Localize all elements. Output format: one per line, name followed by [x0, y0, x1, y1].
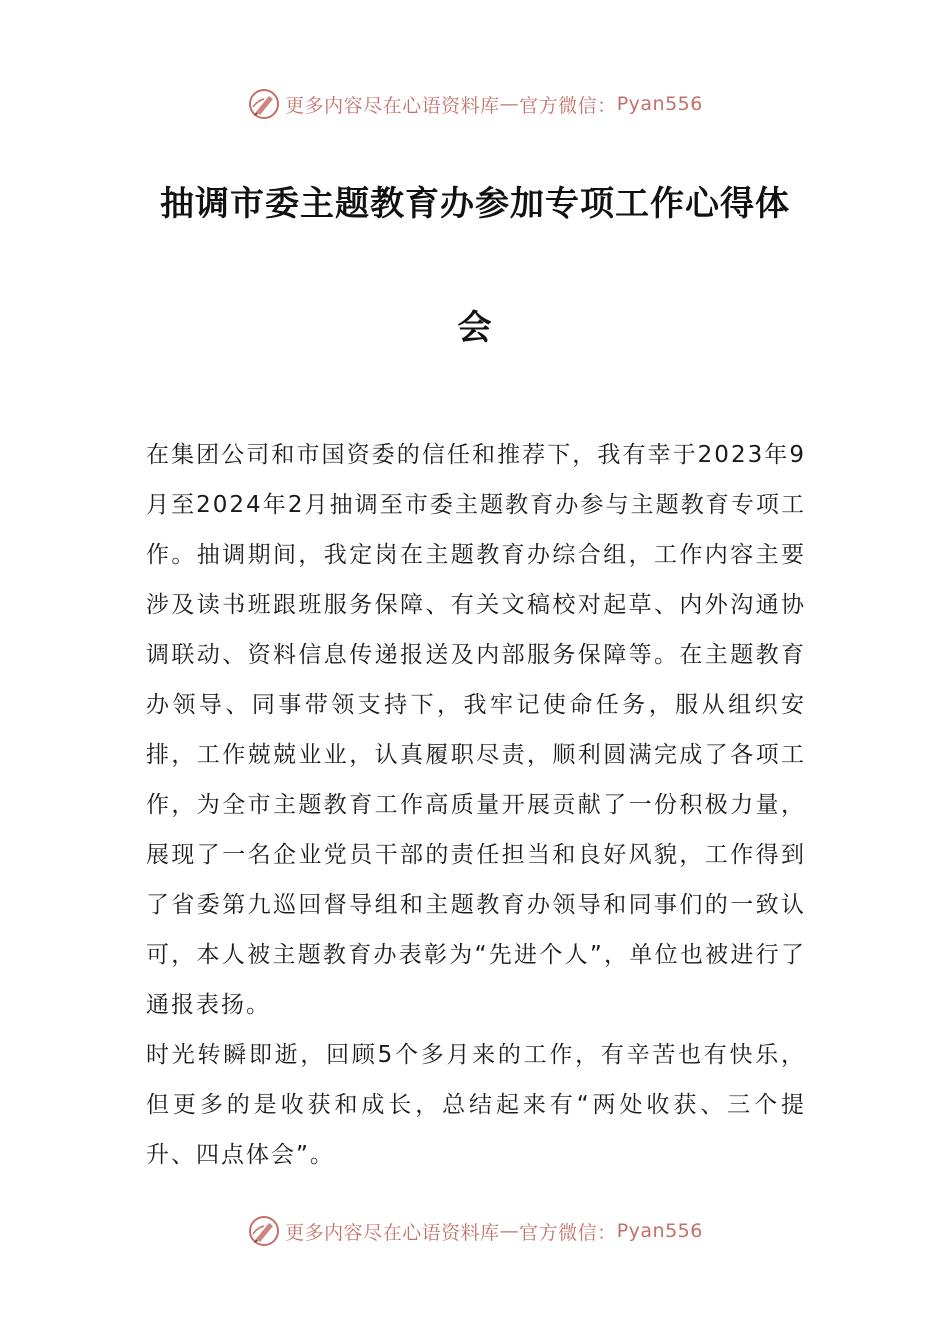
watermark-dash: —: [499, 1220, 520, 1242]
watermark-dash: —: [499, 93, 520, 115]
body-paragraph-1: 在集团公司和市国资委的信任和推荐下，我有幸于2023年9月至2024年2月抽调至市委主题教育办参与主题教育专项工作。抽调期间，我定岗在主题教育办综合组，工作内容主要涉及读书班跟班服务保障、有关文稿校对起草、内外沟通协调联动、资料信息传递报送及内部服务保障等。在主题教育办领导、同事带领支持下，我牢记使命任务，服从组织安排，工作兢兢业业，认真履职尽责，顺利圆满完成了各项工作，为全市主题教育工作高质量开展贡献了一份积极力量，展现了一名企业党员干部的责任担当和良好风貌，工作得到了省委第九巡回督导组和主题教育办领导和同事们的一致认可，本人被主题教育办表彰为“先进个人”，单位也被进行了通报表扬。: [146, 442, 806, 1018]
watermark-footer: [0, 1211, 950, 1251]
body-paragraph-2: 时光转瞬即逝，回顾5个多月来的工作，有辛苦也有快乐，但更多的是收获和成长，总结起来有“两处收获、三个提升、四点体会”。: [146, 1042, 806, 1168]
watermark-label: 官方微信：: [519, 1221, 617, 1244]
document-title-line-1: 抽调市委主题教育办参加专项工作心得体: [160, 184, 790, 224]
watermark-main-text: 更多内容尽在心语资料库: [285, 94, 500, 117]
document-body: [146, 430, 806, 1180]
pen-nib-logo-icon: [247, 1214, 281, 1248]
watermark-main-text: 更多内容尽在心语资料库: [285, 1221, 500, 1244]
pen-nib-logo-icon: [247, 87, 281, 121]
watermark-wechat-id: Pyan556: [616, 1220, 703, 1242]
watermark-label: 官方微信：: [519, 94, 617, 117]
document-title-line-2: 会: [457, 308, 493, 348]
watermark-wechat-id: Pyan556: [616, 93, 703, 115]
watermark-header: [0, 84, 950, 124]
